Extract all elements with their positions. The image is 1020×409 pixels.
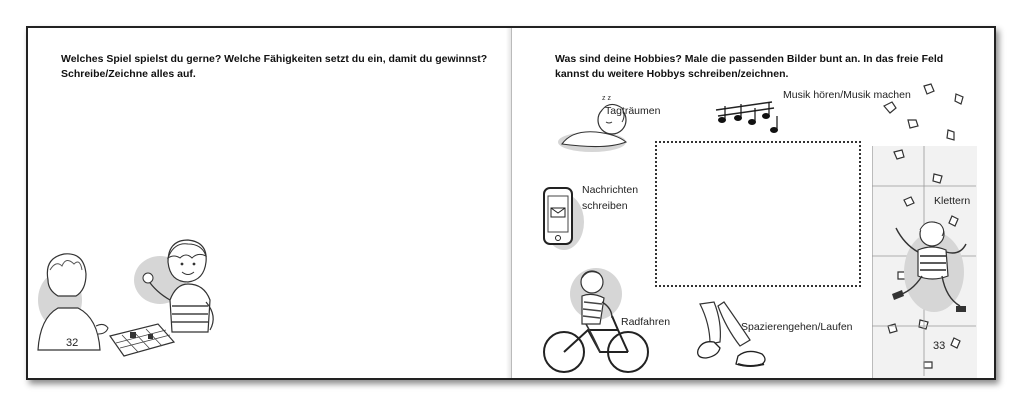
hobby-label-texting-text: Nachrichten schreiben — [582, 184, 639, 212]
svg-text:z z: z z — [602, 95, 611, 102]
smartphone-icon — [536, 182, 586, 252]
left-page-number: 32 — [66, 337, 79, 349]
right-page-prompt: Was sind deine Hobbies? Male die passenden Bilder bunt an. In das freie Feld kannst du weitere Hobbys schreiben/zeichnen. — [555, 53, 944, 80]
hobby-label-cycling: Radfahren — [621, 316, 671, 328]
hobby-label-music: Musik hören/Musik machen — [783, 89, 911, 101]
free-drawing-field[interactable] — [655, 141, 861, 287]
climbing-boy-icon — [882, 216, 972, 326]
hobby-label-daydreaming: Tagträumen — [605, 105, 661, 117]
music-notes-icon — [712, 96, 784, 136]
left-page-prompt: Welches Spiel spielst du gerne? Welche Fähigkeiten setzt du ein, damit du gewinnst? Schreibe/Zeichne alles auf. — [61, 53, 488, 80]
sleeping-boy-icon — [552, 92, 642, 162]
right-page-number: 33 — [933, 340, 946, 352]
workbook-spread — [26, 26, 996, 380]
right-page — [512, 28, 994, 378]
left-page — [28, 28, 512, 378]
hobby-label-texting — [582, 182, 662, 214]
hobby-label-climbing: Klettern — [934, 195, 971, 207]
hobby-label-walking: Spazierengehen/Laufen — [741, 321, 853, 333]
walking-legs-icon — [684, 298, 774, 378]
boys-playing-board-game-icon — [30, 240, 240, 378]
